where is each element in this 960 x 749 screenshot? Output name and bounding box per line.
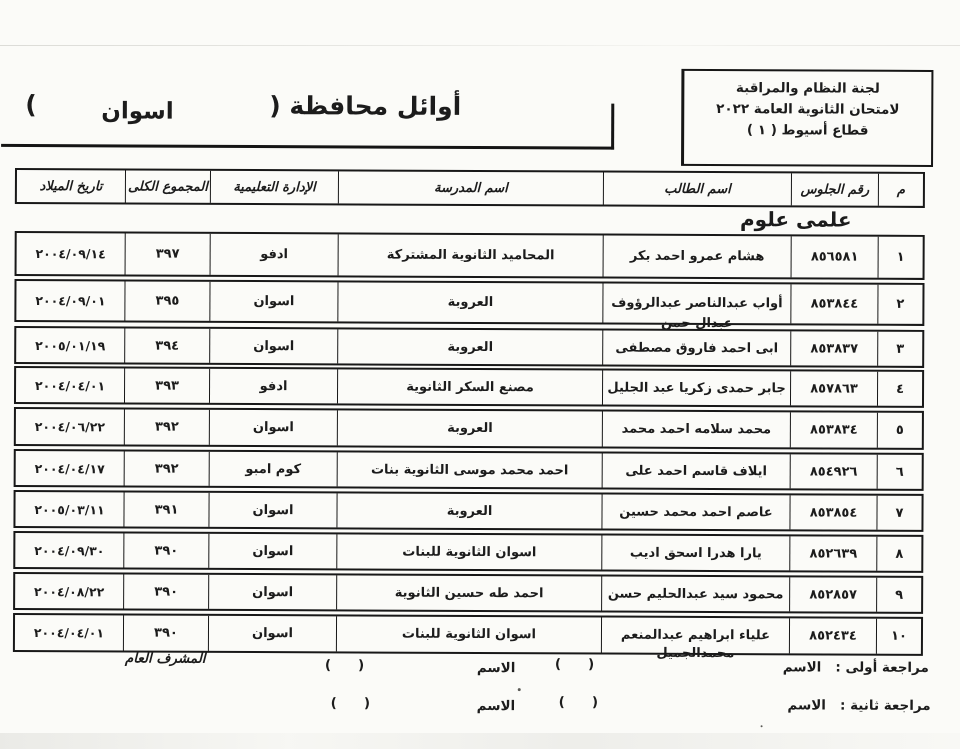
student-name-line1: أواب عبدالناصر عبدالرؤوف [611, 295, 783, 312]
table-row [14, 279, 924, 332]
cell-school-name: اسوان الثانوية للبنات [336, 616, 601, 652]
cell-total-score: ٣٩٢ [124, 409, 209, 444]
cell-student-name [601, 536, 789, 571]
scan-speck [518, 688, 521, 691]
title-underline [1, 144, 614, 150]
cell-school-name: العروبة [336, 493, 601, 528]
cell-seat-number: ٨٥٣٨٤٤ [790, 284, 877, 323]
cell-education-admin: كوم امبو [209, 452, 337, 487]
cell-birthdate: ٢٠٠٤/٠٤/٠١ [34, 377, 106, 393]
cell-total-score: ٣٩١ [123, 492, 208, 526]
student-name-line1: ابى احمد فاروق مصطفى [615, 340, 779, 356]
cell-student-name [602, 412, 790, 448]
cell-school-name: مصنع السكر الثانوية [337, 369, 602, 404]
cell-seat-number: ٨٥٢٨٥٧ [789, 577, 876, 611]
student-name-line1: محمد سلامه احمد محمد [621, 421, 772, 438]
cell-index: ٧ [876, 496, 921, 530]
section-label-science: علمى علوم [740, 207, 852, 232]
second-review-paren-2: ( ) [330, 695, 371, 712]
cell-seat-number: ٨٥٣٨٣٤ [790, 412, 877, 447]
cell-student-name [603, 236, 791, 278]
cell-education-admin: ادفو [209, 369, 337, 404]
first-review-label: مراجعة أولى : الاسم [782, 659, 929, 676]
student-name-line1: جابر حمدى زكريا عبد الجليل [607, 380, 786, 396]
cell-student-name [601, 618, 789, 662]
table-row [14, 326, 924, 368]
cell-index: ٤ [877, 372, 922, 406]
cell-index: ٥ [877, 413, 922, 448]
cell-student-name [601, 577, 789, 612]
scan-speck [761, 725, 763, 727]
cell-total-score: ٣٩٠ [123, 615, 208, 650]
cell-total-score: ٣٩٣ [124, 368, 209, 402]
cell-school-name: اسوان الثانوية للبنات [336, 534, 601, 569]
cell-birthdate: ٢٠٠٤/٠٦/٢٢ [34, 419, 106, 435]
cell-index: ٩ [876, 578, 921, 612]
committee-line-2: لامتحان الثانوية العامة ٢٠٢٢ [716, 101, 900, 118]
student-name-line1: هشام عمرو احمد بكر [629, 248, 765, 265]
table-row [13, 531, 923, 573]
second-review-label: مراجعة ثانية : الاسم [787, 697, 931, 714]
title-close-paren: ) [25, 90, 37, 120]
table-row [15, 231, 925, 280]
cell-education-admin: اسوان [208, 493, 336, 528]
table-row [13, 572, 923, 614]
committee-line-1: لجنة النظام والمراقبة [735, 80, 880, 97]
committee-header-box [681, 69, 933, 167]
cell-school-name: العروبة [337, 282, 602, 322]
cell-education-admin: اسوان [208, 575, 336, 610]
cell-seat-number: ٨٥٧٨٦٣ [790, 371, 877, 405]
first-review-name-label: الاسم [476, 659, 516, 677]
first-review-paren-1: ( ) [554, 656, 595, 673]
cell-seat-number: ٨٥٢٦٣٩ [789, 536, 876, 570]
student-name-line2: عبدال حمن [660, 315, 733, 332]
page-title: أوائل محافظة ( [269, 91, 462, 121]
cell-birthdate: ٢٠٠٤/٠٤/١٧ [34, 460, 105, 476]
column-header-index: م [878, 174, 923, 206]
cell-index: ٢ [877, 285, 922, 324]
cell-student-name [602, 284, 790, 332]
table-row [13, 490, 923, 532]
cell-total-score: ٣٩٠ [123, 574, 208, 608]
table-row [14, 366, 924, 408]
cell-student-name [602, 454, 790, 489]
cell-student-name [602, 331, 790, 366]
table-row [14, 449, 924, 491]
cell-seat-number: ٨٥٢٤٣٤ [789, 618, 876, 653]
cell-index: ٦ [877, 455, 922, 489]
cell-birthdate: ٢٠٠٤/٠٤/٠١ [33, 625, 105, 641]
column-header-birthdate: تاريخ الميلاد [39, 178, 103, 194]
cell-total-score: ٣٩٤ [124, 328, 209, 362]
cell-birthdate: ٢٠٠٤/٠٨/٢٢ [34, 583, 105, 599]
cell-student-name [601, 495, 789, 530]
cell-birthdate: ٢٠٠٥/٠٣/١١ [34, 501, 105, 517]
column-header-student-name: اسم الطالب [603, 173, 791, 206]
cell-school-name: المحاميد الثانوية المشتركة [338, 234, 603, 276]
cell-school-name: احمد طه حسين الثانوية [336, 575, 601, 610]
student-name-line1: عاصم احمد محمد حسين [619, 504, 773, 520]
table-row [14, 407, 924, 450]
cell-education-admin: اسوان [209, 282, 337, 322]
cell-education-admin: اسوان [208, 534, 336, 569]
scan-artifact-bottom-band [0, 733, 960, 749]
cell-seat-number: ٨٥٣٨٥٤ [789, 495, 876, 529]
student-name-line1: ايلاف قاسم احمد على [625, 463, 768, 479]
title-underline-corner [611, 104, 614, 150]
cell-birthdate: ٢٠٠٤/٠٩/٣٠ [34, 542, 105, 558]
cell-total-score: ٣٩٢ [124, 451, 209, 485]
cell-education-admin: اسوان [208, 616, 336, 652]
cell-birthdate: ٢٠٠٤/٠٩/٠١ [35, 293, 106, 309]
cell-index: ٨ [876, 537, 921, 571]
cell-education-admin: ادفو [210, 234, 338, 276]
cell-school-name: العروبة [337, 410, 602, 446]
cell-index: ٣ [877, 332, 922, 366]
table-header-row [15, 168, 925, 208]
column-header-education-admin: الإدارة التعليمية [210, 171, 338, 204]
column-header-total-score: المجموع الكلى [125, 170, 210, 202]
cell-index: ١ [878, 237, 923, 278]
general-supervisor-label: المشرف العام [124, 650, 206, 667]
cell-seat-number: ٨٥٦٥٨١ [791, 236, 878, 277]
cell-birthdate: ٢٠٠٥/٠١/١٩ [35, 337, 106, 353]
cell-birthdate: ٢٠٠٤/٠٩/١٤ [35, 246, 106, 262]
second-review-name-label: الاسم [476, 697, 516, 715]
first-review-paren-2: ( ) [324, 657, 365, 674]
student-name-line1: محمود سيد عبدالحليم حسن [607, 586, 784, 602]
second-review-paren-1: ( ) [558, 694, 599, 711]
cell-seat-number: ٨٥٤٩٢٦ [790, 454, 877, 488]
cell-total-score: ٣٩٠ [123, 533, 208, 567]
cell-school-name: العروبة [337, 329, 602, 364]
cell-total-score: ٣٩٧ [125, 233, 210, 274]
cell-seat-number: ٨٥٣٨٣٧ [790, 331, 877, 365]
cell-index: ١٠ [876, 619, 921, 654]
committee-line-3: قطاع أسيوط ( ١ ) [746, 122, 869, 139]
cell-education-admin: اسوان [209, 410, 337, 446]
column-header-school-name: اسم المدرسة [338, 171, 603, 204]
cell-education-admin: اسوان [209, 329, 337, 364]
cell-student-name [602, 371, 790, 406]
cell-total-score: ٣٩٥ [124, 281, 209, 320]
student-name-line1: علياء ابراهيم عبدالمنعم [620, 627, 771, 644]
student-name-line2: محمدالجميل [656, 645, 735, 662]
student-name-line1: يارا هدرا اسحق اديب [629, 545, 762, 561]
column-header-seat-number: رقم الجلوس [791, 173, 878, 205]
cell-school-name: احمد محمد موسى الثانوية بنات [337, 452, 602, 487]
governorate-name: اسوان [101, 98, 174, 125]
